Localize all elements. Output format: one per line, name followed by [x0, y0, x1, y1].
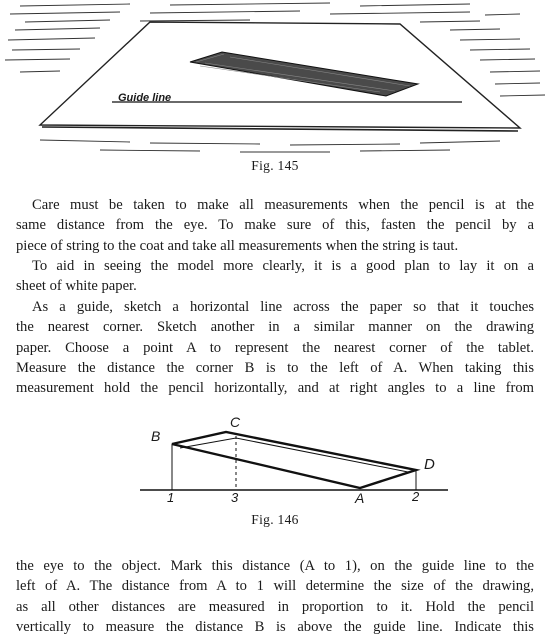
paragraph-line: measurement hold the pencil horizontally, and at right angles to a line from — [16, 380, 534, 397]
fig146-label-2: 2 — [412, 489, 420, 504]
paragraph-line: Care must be taken to make all measurements when the pencil is at the — [32, 197, 534, 213]
paragraph-line: as all other distances are measured in proportion to it. Hold the pencil — [16, 598, 534, 615]
fig146-label-a: A — [355, 490, 365, 506]
paragraph-line: To aid in seeing the model more clearly, it is a good plan to lay it on a — [32, 258, 534, 274]
paragraph-2 — [16, 256, 534, 297]
paragraph-line: sheet of white paper. — [16, 278, 137, 295]
fig146-tablet-outline — [172, 432, 416, 488]
paragraph-line: the nearest corner. Sketch another in a similar manner on the drawing — [16, 319, 534, 336]
paragraph-line: the eye to the object. Mark this distance (A to 1), on the guide line to the — [16, 558, 534, 574]
paragraph-line: same distance from the eye. To make sure of this, fasten the pencil by a — [16, 217, 534, 234]
paragraph-4 — [16, 556, 534, 637]
fig146-label-1: 1 — [167, 490, 175, 505]
paragraph-line: paper. Choose a point A to represent the nearest corner of the tablet. — [16, 339, 534, 356]
paragraph-line: Measure the distance the corner B is to the left of A. When taking this — [16, 359, 534, 376]
paragraph-line: left of A. The distance from A to 1 will determine the size of the drawing, — [16, 578, 534, 595]
figure-145-caption: Fig. 145 — [251, 158, 299, 173]
fig146-label-3: 3 — [231, 490, 239, 505]
paragraph-line: As a guide, sketch a horizontal line across the paper so that it touches — [32, 299, 534, 315]
fig146-label-c: C — [230, 414, 241, 430]
figure-145 — [0, 0, 550, 160]
paragraph-1 — [16, 195, 534, 256]
fig146-label-d: D — [424, 456, 435, 473]
paragraph-line: piece of string to the coat and take all measurements when the string is taut. — [16, 237, 459, 254]
paragraph-3 — [16, 297, 534, 398]
guide-line-label: Guide line — [118, 92, 172, 104]
figure-146 — [0, 412, 550, 512]
fig146-label-b: B — [151, 428, 161, 444]
paragraph-line: vertically to measure the distance B is above the guide line. Indicate this — [16, 618, 534, 635]
figure-146-caption: Fig. 146 — [251, 512, 299, 527]
